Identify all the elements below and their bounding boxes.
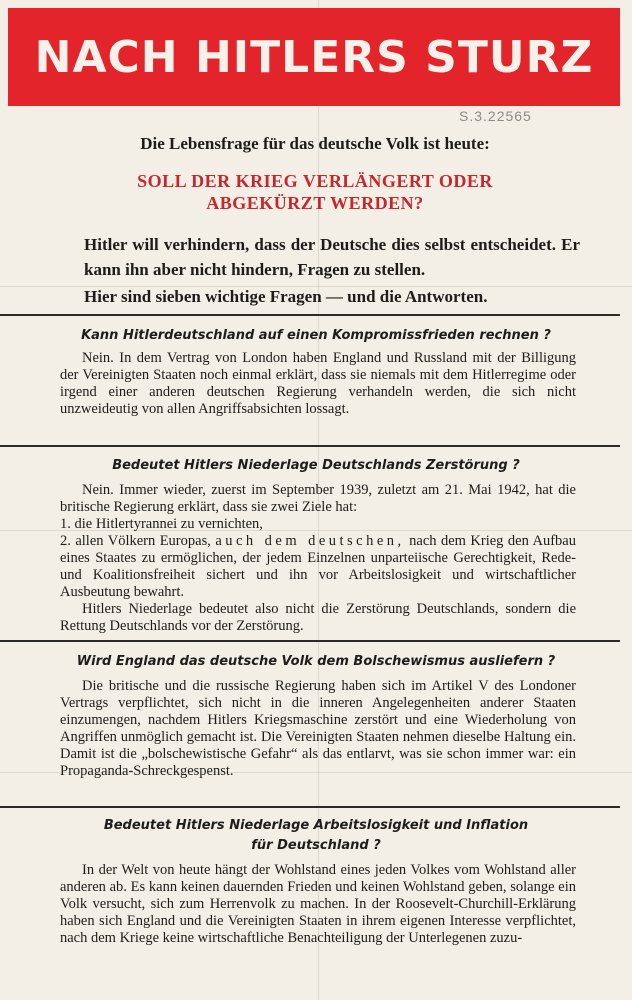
answer-paragraph: Die britische und die russische Regierung haben sich im Artikel V des Londoner Vertrags verpflichtet, sich nicht in die inneren Angelegenheiten anderer Staaten einzumengen, nachdem Hitlers Kriegsmaschine zerstört und eine Wiederholung von Angriffen unmöglich gemacht ist. Die Vereinigten Staaten nehmen dieselbe Haltung ein. Damit ist die „bolschewistische Gefahr“ als das entlarvt, was sie schon immer war: ein Propaganda-Schreckgespenst. bbox=[60, 678, 576, 779]
divider bbox=[0, 806, 620, 808]
emphasis-text: auch dem deutschen, bbox=[215, 533, 405, 549]
list-item-text: 2. allen Völkern Europas, bbox=[60, 533, 211, 549]
intro-question: Die Lebensfrage für das deutsche Volk ist heute: bbox=[140, 134, 490, 153]
section-question: Bedeutet Hitlers Niederlage Arbeitslosigkeit und Inflation bbox=[103, 818, 529, 833]
section-question: Kann Hitlerdeutschland auf einen Kompromissfrieden rechnen ? bbox=[81, 328, 551, 343]
section-question: für Deutschland ? bbox=[251, 838, 381, 853]
lead-paragraph: Hitler will verhindern, dass der Deutsche dies selbst entscheidet. Er kann ihn aber nicht hindern, Fragen zu stellen. bbox=[84, 235, 580, 279]
title-banner bbox=[8, 8, 620, 106]
lead-paragraph: Hier sind sieben wichtige Fragen — und die Antworten. bbox=[84, 287, 488, 306]
answer-paragraph: Nein. In dem Vertrag von London haben England und Russland mit der Billigung der Vereinigten Staaten noch einmal erklärt, dass sie niemals mit dem Hitlerregime oder irgend einer anderen deutschen Regierung verhandeln werden, die sich nicht unzweideutig von allen Angriffsabsichten lossagt. bbox=[60, 350, 576, 417]
headline-line: SOLL DER KRIEG VERLÄNGERT ODER bbox=[137, 171, 493, 191]
answer-paragraph: Nein. Immer wieder, zuerst im September 1939, zuletzt am 21. Mai 1942, hat die britische Regierung erklärt, dass sie zwei Ziele hat: bbox=[60, 482, 576, 515]
section-question: Bedeutet Hitlers Niederlage Deutschlands Zerstörung ? bbox=[112, 458, 520, 473]
list-item bbox=[60, 533, 576, 601]
list-item-text: nach dem Krieg den Aufbau eines Staates zu ermöglichen, der jedem Einzelnen unparteiische Gerechtigkeit, Rede- und Koalitionsfreiheit sichert und ihn vor Arbeitslosigkeit und wirtschaftlicher Ausbeutung bewahrt. bbox=[60, 533, 576, 600]
section-question: Wird England das deutsche Volk dem Bolschewismus ausliefern ? bbox=[76, 654, 556, 669]
archive-stamp: S.3.22565 bbox=[459, 108, 532, 124]
divider bbox=[0, 314, 620, 316]
headline bbox=[20, 170, 610, 214]
answer-paragraph: In der Welt von heute hängt der Wohlstand eines jeden Volkes vom Wohlstand aller anderen ab. Es kann keinen dauernden Frieden und keinen Wohlstand geben, solange ein Volk versucht, sich zum Herrenvolk zu machen. In der Roosevelt-Churchill-Erklärung haben sich England und die Vereinigten Staaten in ihrem eigenen Interesse verpflichtet, nach dem Kriege keine wirtschaftliche Benachteiligung der Unterlegenen zuzu- bbox=[60, 862, 576, 946]
section-answer bbox=[60, 678, 576, 780]
divider bbox=[0, 445, 620, 447]
list-item: 1. die Hitlertyrannei zu vernichten, bbox=[60, 516, 263, 532]
section-answer bbox=[60, 350, 576, 418]
section-answer bbox=[60, 482, 576, 635]
divider bbox=[0, 640, 620, 642]
headline-line: ABGEKÜRZT WERDEN? bbox=[206, 193, 424, 213]
banner-title: NACH HITLERS STURZ bbox=[34, 31, 594, 83]
answer-paragraph: Hitlers Niederlage bedeutet also nicht die Zerstörung Deutschlands, sondern die Rettung Deutschlands vor der Zerstörung. bbox=[60, 601, 576, 634]
section-answer bbox=[60, 862, 576, 947]
